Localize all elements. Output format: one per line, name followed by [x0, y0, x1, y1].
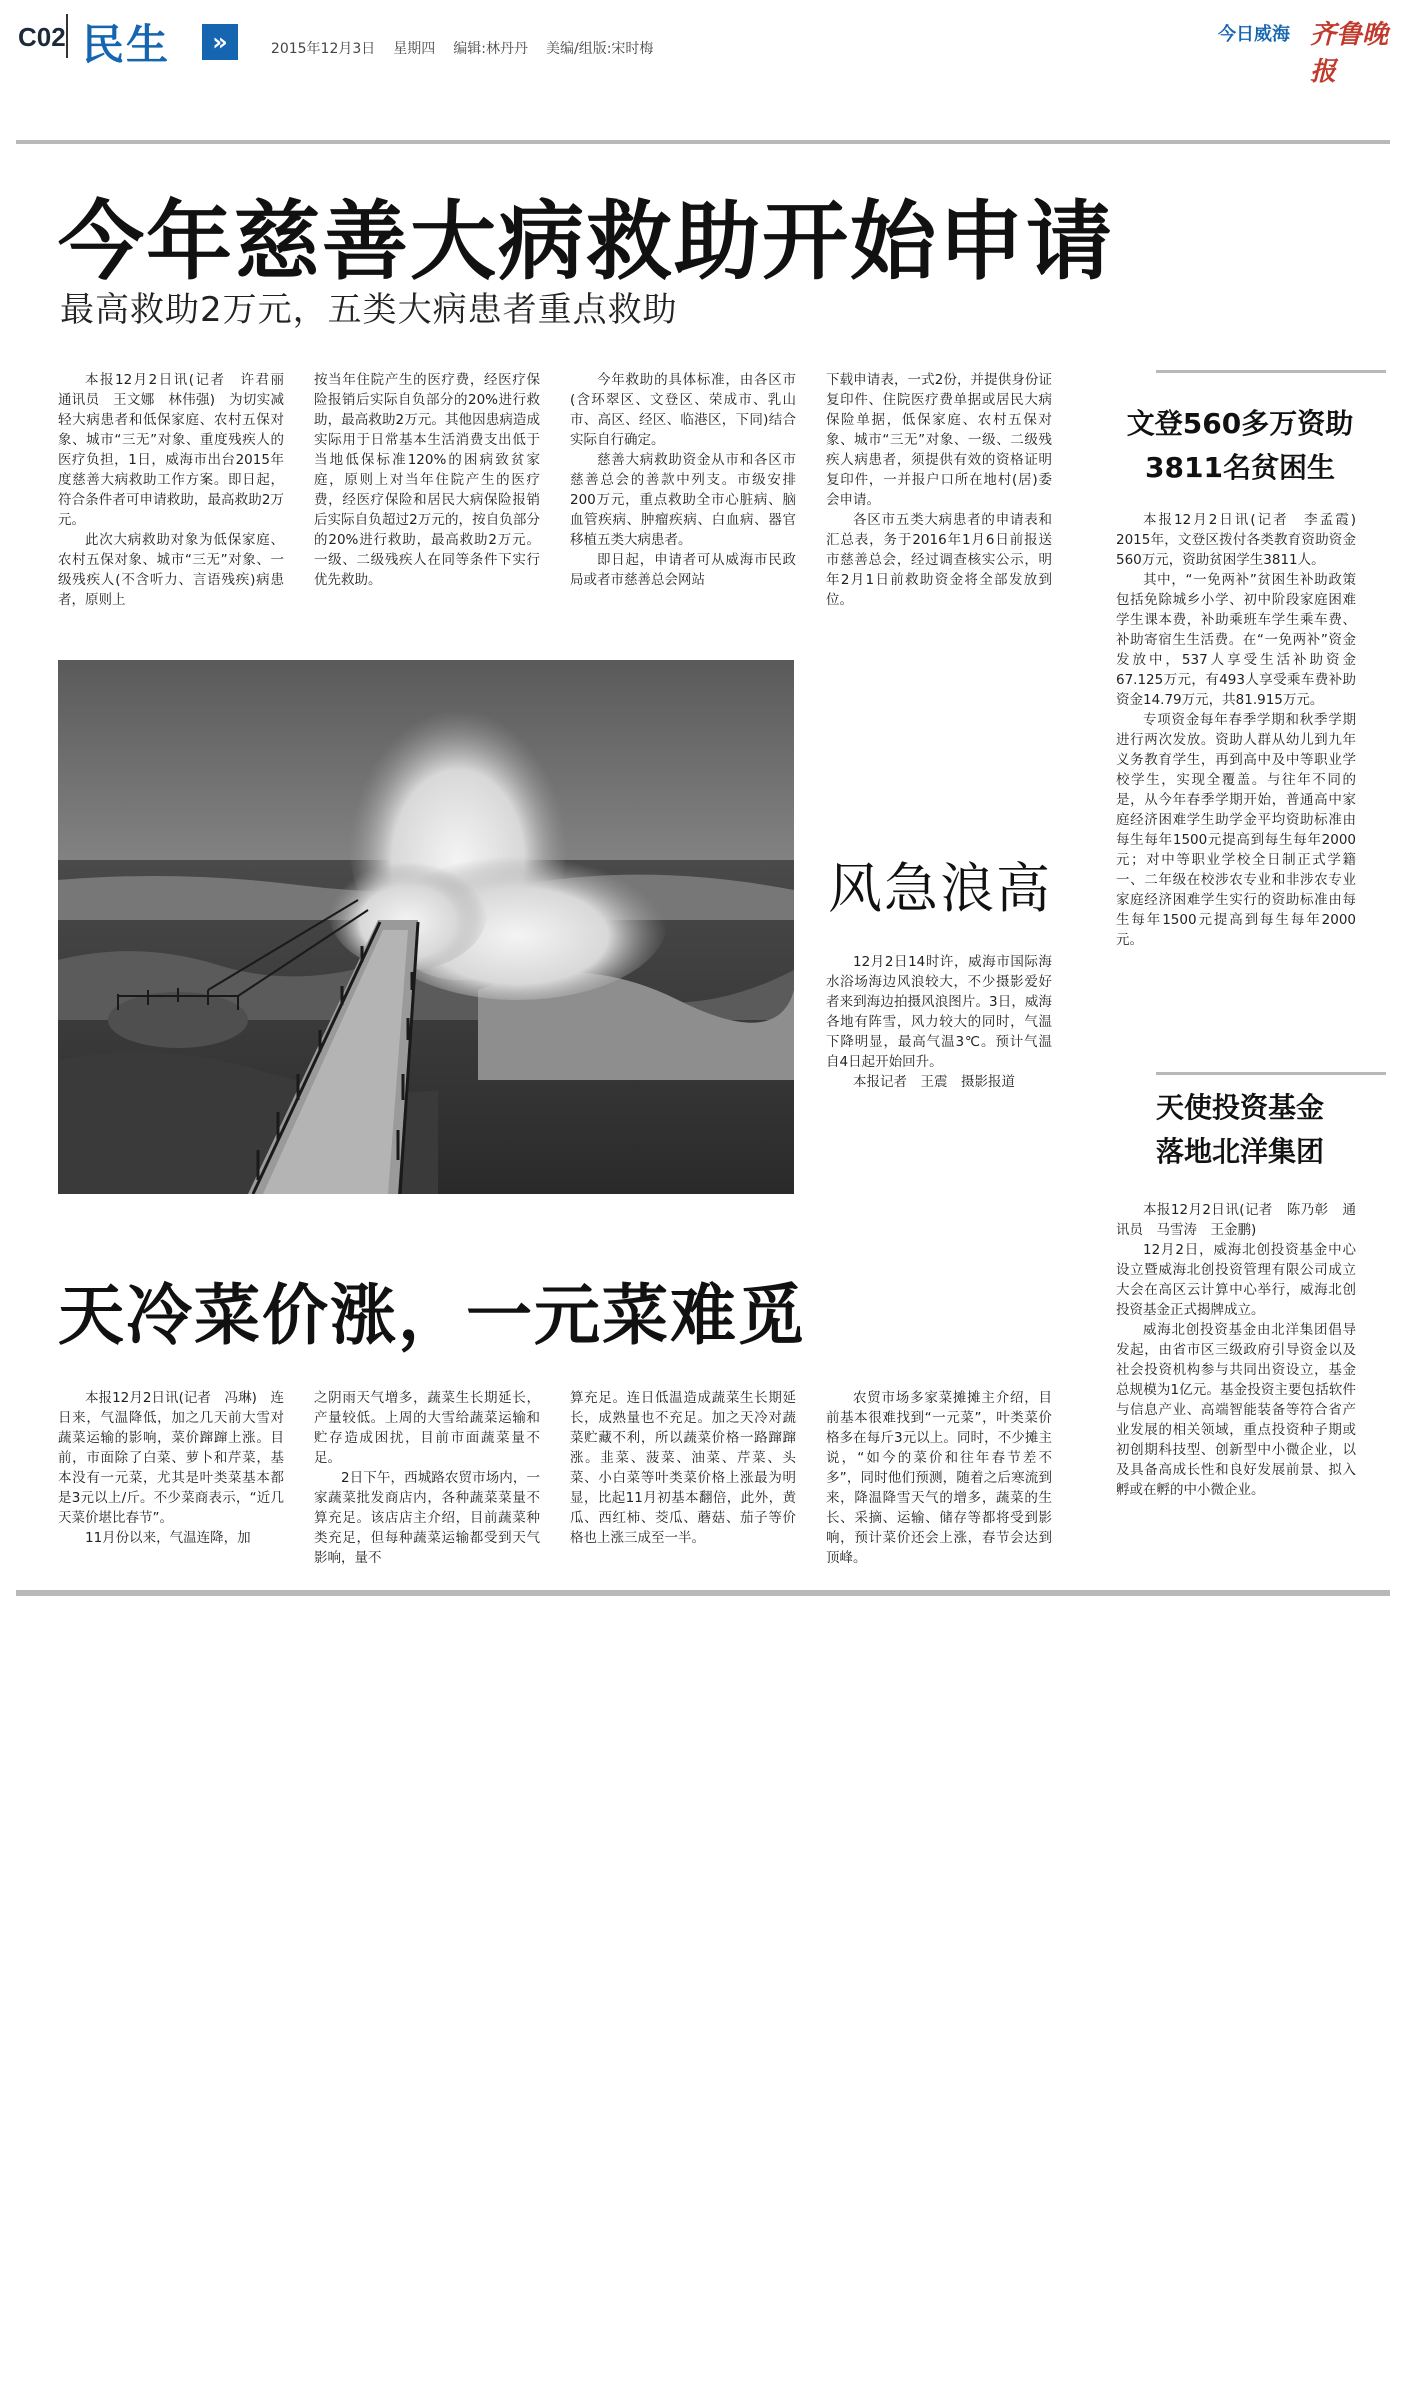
- sidebar2-headline: [1120, 1086, 1360, 1174]
- paragraph: 此次大病救助对象为低保家庭、农村五保对象、城市“三无”对象、一级残疾人(不含听力、言语残疾)病患者，原则上: [58, 532, 284, 608]
- article2-column-4: [826, 1388, 1052, 1568]
- issue-weekday: 星期四: [393, 41, 436, 57]
- paragraph: 其中，“一免两补”贫困生补助政策包括免除城乡小学、初中阶段家庭困难学生课本费，补助乘班车学生乘车费、补助寄宿生生活费。在“一免两补”资金发放中，537人享受生活补助资金67.125万元，有493人享受乘车费补助资金14.79万元，共81.915万元。: [1116, 572, 1356, 708]
- vegetable-price-headline: 天冷菜价涨，一元菜难觅: [58, 1277, 806, 1354]
- article1-column-1: [58, 370, 298, 610]
- paragraph: 各区市五类大病患者的申请表和汇总表，务于2016年1月6日前报送市慈善总会，经过调查核实公示，明年2月1日前救助资金将全部发放到位。: [826, 512, 1052, 608]
- paragraph: 2日下午，西城路农贸市场内，一家蔬菜批发商店内，各种蔬菜菜量不算充足。该店店主介绍，目前蔬菜种类充足，但每种蔬菜运输都受到天气影响，量不: [314, 1470, 540, 1566]
- paragraph: 算充足。连日低温造成蔬菜生长期延长，成熟量也不充足。加之天冷对蔬菜贮藏不利，所以蔬菜价格一路蹿蹿涨。韭菜、菠菜、油菜、芹菜、头菜、小白菜等叶类菜价格上涨最为明显，比起11月初基本翻倍，此外，黄瓜、西红柿、茭瓜、蘑菇、茄子等价格也上涨三成至一半。: [570, 1390, 796, 1546]
- today-weihai-label: 今日威海: [1218, 24, 1290, 45]
- article1-column-3: [570, 370, 796, 590]
- section-arrow-icon: »: [202, 24, 238, 60]
- sidebar-rule: [1156, 1072, 1386, 1075]
- paragraph: 本报12月2日讯(记者 许君丽 通讯员 王文娜 林伟强) 为切实减轻大病患者和低保家庭、农村五保对象、城市“三无”对象、重度残疾人的医疗负担，1日，威海市出台2015年度慈善大病救助工作方案。即日起，符合条件者可申请救助，最高救助2万元。: [58, 372, 298, 528]
- section-name: 民生: [82, 20, 171, 69]
- paragraph: 按当年住院产生的医疗费，经医疗保险报销后实际自负部分的20%进行救助，最高救助2万元。其他因患病造成实际用于日常基本生活消费支出低于当地低保标准120%的困病致贫家庭，原则上对当年住院产生的医疗费，经医疗保险和居民大病保险报销后实际自负超过2万元的，按自负部分的20%进行救助，最高救助2万元。一级、二级残疾人在同等条件下实行优先救助。: [314, 372, 540, 588]
- issue-date: 2015年12月3日: [270, 41, 376, 57]
- photo-story-title: 风急浪高: [828, 857, 1052, 920]
- sidebar1-headline: [1120, 402, 1360, 490]
- header-meta: [262, 22, 671, 58]
- sidebar2-headline-line1: 天使投资基金: [1155, 1091, 1324, 1124]
- article2-column-2: [314, 1388, 540, 1568]
- photo-credit: 本报记者 王震 摄影报道: [853, 1074, 1015, 1090]
- paragraph: 即日起，申请者可从威海市民政局或者市慈善总会网站: [570, 552, 796, 588]
- bottom-rule: [16, 1590, 1390, 1596]
- paragraph: 11月份以来，气温连降，加: [85, 1530, 251, 1546]
- paragraph: 本报12月2日讯(记者 李孟霞) 2015年，文登区拨付各类教育资助资金560万元，资助贫困学生3811人。: [1116, 512, 1370, 568]
- paragraph: 慈善大病救助资金从市和各区市慈善总会的善款中列支。市级安排200万元，重点救助全市心脏病、脑血管疾病、肿瘤疾病、白血病、器官移植五类大病患者。: [570, 452, 796, 548]
- sidebar2-body: [1116, 1200, 1356, 1500]
- paragraph: 之阴雨天气增多，蔬菜生长期延长，产量较低。上周的大雪给蔬菜运输和贮存造成困扰，目前市面蔬菜量不足。: [314, 1390, 540, 1466]
- paragraph: 威海北创投资基金由北洋集团倡导发起，由省市区三级政府引导资金以及社会投资机构参与共同出资设立，基金总规模为1亿元。基金投资主要包括软件与信息产业、高端智能装备等符合省产业发展的相关领域，重点投资种子期或初创期科技型、创新型中小微企业，以及具备高成长性和良好发展前景、拟入孵或在孵的中小微企业。: [1116, 1322, 1356, 1498]
- sidebar1-headline-line1: 文登560多万资助: [1126, 407, 1354, 440]
- caption-text: 12月2日14时许，威海市国际海水浴场海边风浪较大，不少摄影爱好者来到海边拍摄风浪图片。3日，威海各地有阵雪，风力较大的同时，气温下降明显，最高气温3℃。预计气温自4日起开始回升。: [826, 954, 1052, 1070]
- paragraph: 农贸市场多家菜摊摊主介绍，目前基本很难找到“一元菜”，叶类菜价格多在每斤3元以上。同时，不少摊主说，“如今的菜价和往年春节差不多”，同时他们预测，随着之后寒流到来，降温降雪天气的增多，蔬菜的生长、采摘、运输、储存等都将受到影响，预计菜价还会上涨，春节会达到顶峰。: [826, 1390, 1052, 1566]
- article2-column-3: [570, 1388, 796, 1548]
- sidebar1-body: [1116, 510, 1370, 950]
- main-subheadline: 最高救助2万元，五类大病患者重点救助: [60, 290, 678, 330]
- main-headline: 今年慈善大病救助开始申请: [58, 192, 1114, 292]
- designer-credit: 美编/组版:宋时梅: [545, 41, 654, 57]
- article1-column-4: [826, 370, 1052, 610]
- sidebar2-headline-line2: 落地北洋集团: [1155, 1135, 1324, 1168]
- page-number: C02: [18, 22, 66, 52]
- paragraph: 下载申请表，一式2份，并提供身份证复印件、住院医疗费单据或居民大病保险单据，低保家庭、农村五保对象、城市“三无”对象、一级、二级残疾人病患者，须提供有效的资格证明复印件，一并报户口所在地村(居)委会申请。: [826, 372, 1052, 508]
- paragraph: 专项资金每年春季学期和秋季学期进行两次发放。资助人群从幼儿到九年义务教育学生，再到高中及中等职业学校学生，实现全覆盖。与往年不同的是，从今年春季学期开始，普通高中家庭经济困难学生助学金平均资助标准由每生每年1500元提高到每生每年2000元；对中等职业学校全日制正式学籍一、二年级在校涉农专业和非涉农专业家庭经济困难学生实行的资助标准由每生每年1500元提高到每生每年2000元。: [1116, 712, 1356, 948]
- paragraph: 本报12月2日讯(记者 陈乃彰 通讯员 马雪涛 王金鹏): [1116, 1202, 1356, 1238]
- photo-caption: [826, 952, 1052, 1092]
- storm-waves-photo: [58, 660, 794, 1194]
- article1-column-2: [314, 370, 540, 590]
- newspaper-logo: 齐鲁晚报: [1310, 20, 1389, 87]
- sidebar-rule: [1156, 370, 1386, 373]
- paragraph: 12月2日，威海北创投资基金中心设立暨威海北创投资管理有限公司成立大会在高区云计算中心举行，威海北创投资基金正式揭牌成立。: [1116, 1242, 1356, 1318]
- sidebar1-headline-line2: 3811名贫困生: [1145, 451, 1335, 484]
- editor-credit: 编辑:林丹丹: [453, 41, 528, 57]
- paragraph: 本报12月2日讯(记者 冯琳) 连日来，气温降低，加之几天前大雪对蔬菜运输的影响，菜价蹿蹿上涨。目前，市面除了白菜、萝卜和芹菜，基本没有一元菜，尤其是叶类菜基本都是3元以上/斤。不少菜商表示，“近几天菜价堪比春节”。: [58, 1390, 284, 1526]
- article2-column-1: [58, 1388, 284, 1548]
- header-rule: [16, 140, 1390, 144]
- header-divider: [66, 14, 68, 58]
- paragraph: 今年救助的具体标准，由各区市(含环翠区、文登区、荣成市、乳山市、高区、经区、临港区，下同)结合实际自行确定。: [570, 372, 796, 448]
